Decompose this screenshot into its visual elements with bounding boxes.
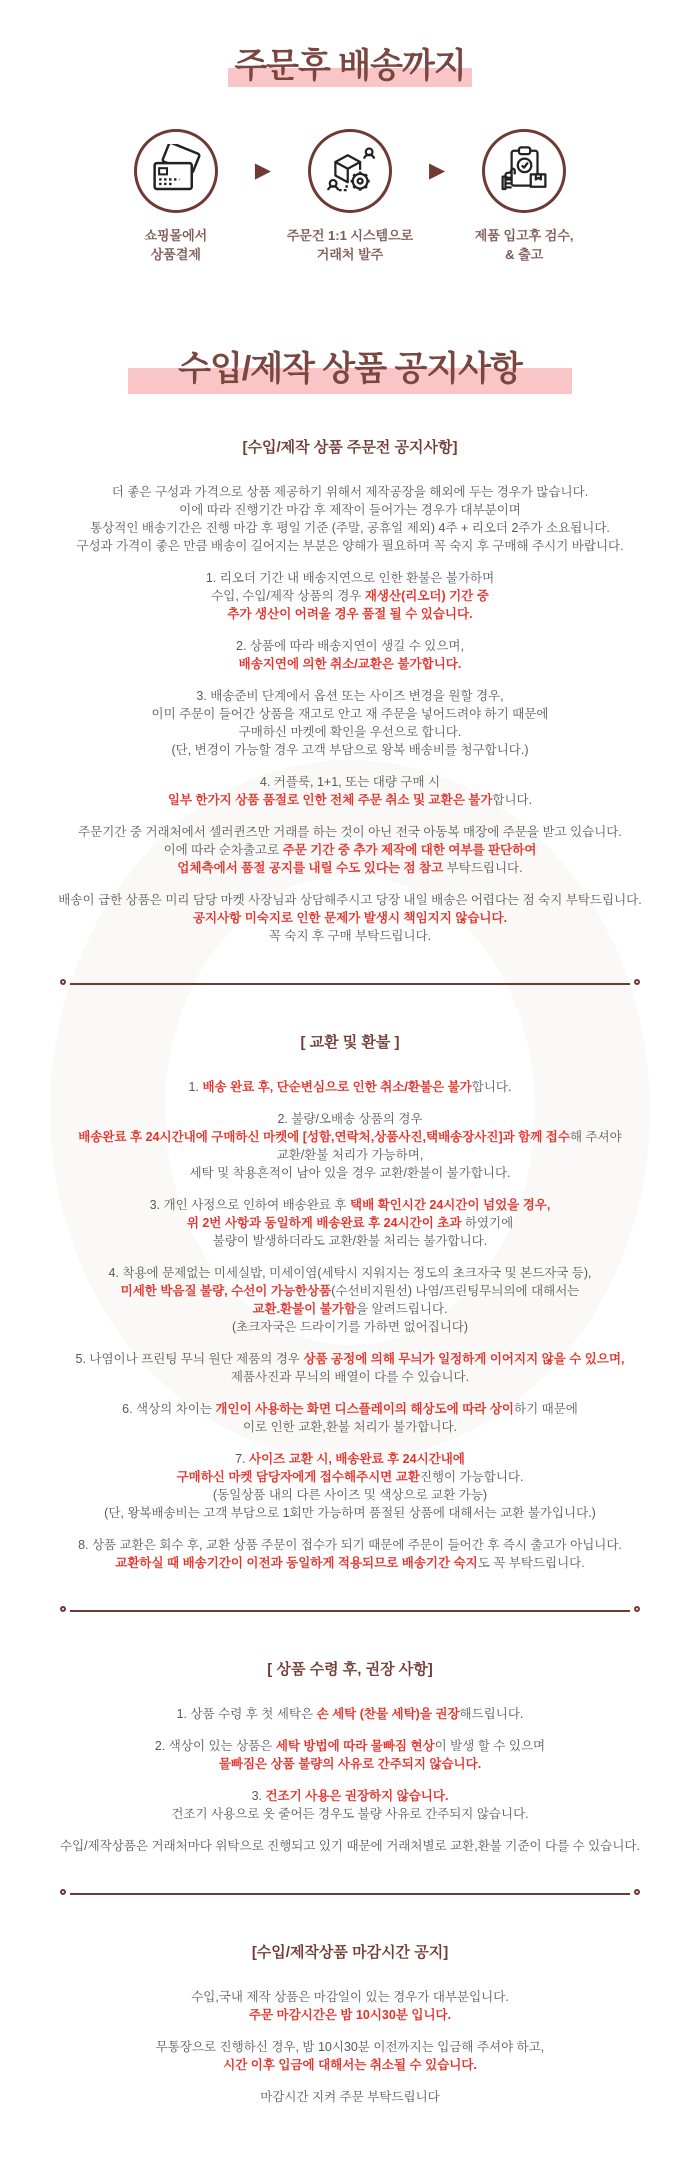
text-line: 꼭 숙지 후 구매 부탁드립니다. <box>268 928 432 943</box>
notice-paragraph <box>0 569 700 623</box>
text-line: 물빠짐은 상품 불량의 사유로 간주되지 않습니다. <box>218 1756 482 1771</box>
text-line: 4. 착용에 문제없는 미세실밥, 미세이염(세탁시 지워지는 정도의 초크자국 및 본드자국 등), <box>108 1265 592 1280</box>
text-line: 제품사진과 무늬의 배열이 다를 수 있습니다. <box>230 1369 470 1384</box>
notice-sections <box>0 436 700 2106</box>
notice-paragraph <box>0 1737 700 1773</box>
section-heading: [ 상품 수령 후, 권장 사항] <box>267 1660 433 1678</box>
text-line: 2. 색상이 있는 상품은 세탁 방법에 따라 물빠짐 현상이 발생 할 수 있으며 <box>154 1738 546 1753</box>
divider-end-dot <box>60 1606 66 1612</box>
text-line: 수입,국내 제작 상품은 마감일이 있는 경우가 대부분입니다. <box>191 1989 509 2004</box>
text-line: 5. 나염이나 프린팅 무늬 원단 제품의 경우 상품 공정에 의해 무늬가 일정하게 이어지지 않을 수 있으며, <box>75 1351 625 1366</box>
notice-paragraph <box>0 2088 700 2106</box>
text-line: 더 좋은 구성과 가격으로 상품 제공하기 위해서 제작공장을 해외에 두는 경우가 많습니다. <box>111 484 589 499</box>
inspection-shipping-icon <box>497 144 551 198</box>
text-line: 7. 사이즈 교환 시, 배송완료 후 24시간내에 <box>235 1451 465 1466</box>
text-line: 1. 상품 수령 후 첫 세탁은 손 세탁 (찬물 세탁)을 권장해드립니다. <box>176 1706 524 1721</box>
text-line: 이로 인한 교환,환불 처리가 불가합니다. <box>242 1419 458 1434</box>
text-line: 수입/제작상품은 거래처마다 위탁으로 진행되고 있기 때문에 거래처별로 교환,환불 기준이 다를 수 있습니다. <box>60 1838 640 1853</box>
notice-paragraph <box>0 1988 700 2024</box>
notice-paragraph <box>0 823 700 877</box>
notice-paragraph <box>0 1705 700 1723</box>
text-line: (단, 왕복배송비는 고객 부담으로 1회만 가능하며 품절된 상품에 대해서는 교환 불가입니다.) <box>104 1505 596 1520</box>
text-line: 세탁 및 착용흔적이 남아 있을 경우 교환/환불이 불가합니다. <box>189 1165 511 1180</box>
text-line: 2. 상품에 따라 배송지연이 생길 수 있으며, <box>236 638 464 653</box>
text-line: 일부 한가지 상품 품절로 인한 전체 주문 취소 및 교환은 불가합니다. <box>167 792 533 807</box>
highlighted-title-text: 주문후 배송까지 <box>230 46 469 87</box>
text-line: 이에 따라 진행기간 마감 후 제작이 들어가는 경우가 대부분이며 <box>179 502 521 517</box>
step-circle <box>134 129 218 213</box>
text-line: (동일상품 내의 다른 사이즈 및 색상으로 교환 가능) <box>212 1487 488 1502</box>
highlighted-title-text: 수입/제작 상품 공지사항 <box>174 349 526 390</box>
text-line: 구매하신 마켓 담당자에게 접수해주시면 교환진행이 가능합니다. <box>176 1469 524 1484</box>
notice-paragraph <box>0 1078 700 1096</box>
text-line: 1. 리오더 기간 내 배송지연으로 인한 환불은 불가하며 <box>205 570 495 585</box>
text-line: 배송완료 후 24시간내에 구매하신 마켓에 [성함,연락처,상품사진,택배송장사진]과 함께 접수해 주셔야 <box>78 1129 622 1144</box>
text-line: 구성과 가격이 좋은 만큼 배송이 길어지는 부분은 양해가 필요하며 꼭 숙지 후 구매해 주시기 바랍니다. <box>76 538 624 553</box>
notice-paragraph <box>0 1196 700 1250</box>
notice-paragraph <box>0 773 700 809</box>
notice-paragraph <box>0 1400 700 1436</box>
notice-paragraph <box>0 637 700 673</box>
notice-paragraph <box>0 1350 700 1386</box>
step-circle <box>482 129 566 213</box>
text-line: 배송지연에 의한 취소/교환은 불가합니다. <box>238 656 462 671</box>
step-caption: 쇼핑몰에서 상품결제 <box>144 227 208 263</box>
text-line: 불량이 발생하더라도 교환/환불 처리는 불가합니다. <box>212 1233 488 1248</box>
notice-paragraph <box>0 1264 700 1336</box>
notice-paragraph <box>0 1837 700 1855</box>
text-line: 1. 배송 완료 후, 단순변심으로 인한 취소/환불은 불가합니다. <box>188 1079 512 1094</box>
text-line: 공지사항 미숙지로 인한 문제가 발생시 책임지지 않습니다. <box>192 910 508 925</box>
page-title-import-notice <box>0 349 700 390</box>
text-line: 무통장으로 진행하신 경우, 밤 10시30분 이전까지는 입금해 주셔야 하고, <box>155 2039 545 2054</box>
section-heading: [수입/제작 상품 주문전 공지사항] <box>242 438 458 456</box>
notice-section <box>0 1031 700 1572</box>
arrow-right-icon: ▶ <box>429 158 446 182</box>
text-line: 구매하신 마켓에 확인을 우선으로 합니다. <box>238 724 462 739</box>
notice-paragraph <box>0 1787 700 1823</box>
divider-end-dot <box>60 1889 66 1895</box>
notice-section <box>0 1658 700 1855</box>
notice-paragraph <box>0 1110 700 1182</box>
section-heading: [수입/제작상품 마감시간 공지] <box>251 1943 449 1961</box>
text-line: 시간 이후 입금에 대해서는 취소될 수 있습니다. <box>223 2057 477 2072</box>
text-line: 교환/환불 처리가 가능하며, <box>276 1147 424 1162</box>
divider-end-dot <box>634 1606 640 1612</box>
text-line: 위 2번 사항과 동일하게 배송완료 후 24시간이 초과 하였기에 <box>186 1215 514 1230</box>
order-process-flow <box>0 129 700 265</box>
notice-paragraph <box>0 891 700 945</box>
divider-end-dot <box>60 979 66 985</box>
text-line: 수입, 수입/제작 상품의 경우 재생산(리오더) 기간 중 <box>211 588 489 603</box>
process-step-inspection <box>445 129 603 265</box>
section-divider <box>70 1893 630 1895</box>
process-step-payment <box>97 129 255 265</box>
text-line: 주문 마감시간은 밤 10시30분 입니다. <box>248 2007 452 2022</box>
section-divider <box>70 1610 630 1612</box>
section-divider <box>70 983 630 985</box>
notice-paragraph <box>0 1450 700 1522</box>
text-line: 마감시간 지켜 주문 부탁드립니다 <box>260 2089 440 2104</box>
text-line: 교환.환불이 불가함을 알려드립니다. <box>252 1301 448 1316</box>
notice-paragraph <box>0 2038 700 2074</box>
text-line: 8. 상품 교환은 회수 후, 교환 상품 주문이 접수가 되기 때문에 주문이 들어간 후 즉시 출고가 아닙니다. <box>78 1537 622 1552</box>
process-step-order-system <box>271 129 429 265</box>
text-line: 업체측에서 품절 공지를 내릴 수도 있다는 점 참고 부탁드립니다. <box>177 860 523 875</box>
notice-section <box>0 1941 700 2106</box>
notice-paragraph <box>0 687 700 759</box>
step-circle <box>308 129 392 213</box>
text-line: (단, 변경이 가능할 경우 고객 부담으로 왕복 배송비를 청구합니다.) <box>171 742 529 757</box>
text-line: 이에 따라 순차출고로 주문 기간 중 추가 제작에 대한 여부를 판단하여 <box>163 842 537 857</box>
order-system-icon <box>323 144 377 198</box>
credit-card-icon <box>149 144 203 198</box>
notice-section <box>0 436 700 945</box>
step-caption: 제품 입고후 검수, & 출고 <box>474 227 574 263</box>
text-line: (초크자국은 드라이기를 가하면 없어집니다) <box>231 1319 469 1334</box>
text-line: 건조기 사용으로 옷 줄어든 경우도 불량 사유로 간주되지 않습니다. <box>171 1806 529 1821</box>
text-line: 4. 커플룩, 1+1, 또는 대량 구매 시 <box>259 774 441 789</box>
page-title-order-to-delivery <box>0 46 700 87</box>
text-line: 3. 배송준비 단계에서 옵션 또는 사이즈 변경을 원할 경우, <box>196 688 504 703</box>
arrow-right-icon: ▶ <box>254 158 271 182</box>
text-line: 3. 건조기 사용은 권장하지 않습니다. <box>251 1788 449 1803</box>
text-line: 미세한 박음질 불량, 수선이 가능한상품(수선비지원선) 나염/프린팅무늬의에 대해서는 <box>120 1283 580 1298</box>
text-line: 배송이 급한 상품은 미리 담당 마켓 사장님과 상담해주시고 당장 내일 배송은 어렵다는 점 숙지 부탁드립니다. <box>58 892 642 907</box>
notice-paragraph <box>0 483 700 555</box>
text-line: 통상적인 배송기간은 진행 마감 후 평일 기준 (주말, 공휴일 제외) 4주 + 리오더 2주가 소요됩니다. <box>90 520 610 535</box>
text-line: 3. 개인 사정으로 인하여 배송완료 후 택배 확인시간 24시간이 넘었을 경우, <box>149 1197 551 1212</box>
divider-end-dot <box>634 979 640 985</box>
step-caption: 주문건 1:1 시스템으로 거래처 발주 <box>286 227 414 263</box>
text-line: 6. 색상의 차이는 개인이 사용하는 화면 디스플레이의 해상도에 따라 상이하기 때문에 <box>122 1401 578 1416</box>
text-line: 주문기간 중 거래처에서 셀러퀸즈만 거래를 하는 것이 아닌 전국 아동복 매장에 주문을 받고 있습니다. <box>78 824 622 839</box>
section-heading: [ 교환 및 환불 ] <box>300 1033 400 1051</box>
text-line: 2. 불량/오배송 상품의 경우 <box>277 1111 423 1126</box>
text-line: 교환하실 때 배송기간이 이전과 동일하게 적용되므로 배송기간 숙지도 꼭 부탁드립니다. <box>115 1555 585 1570</box>
text-line: 추가 생산이 어려울 경우 품절 될 수 있습니다. <box>227 606 473 621</box>
notice-paragraph <box>0 1536 700 1572</box>
text-line: 이미 주문이 들어간 상품을 재고로 안고 재 주문을 넣어드려야 하기 때문에 <box>151 706 549 721</box>
divider-end-dot <box>634 1889 640 1895</box>
